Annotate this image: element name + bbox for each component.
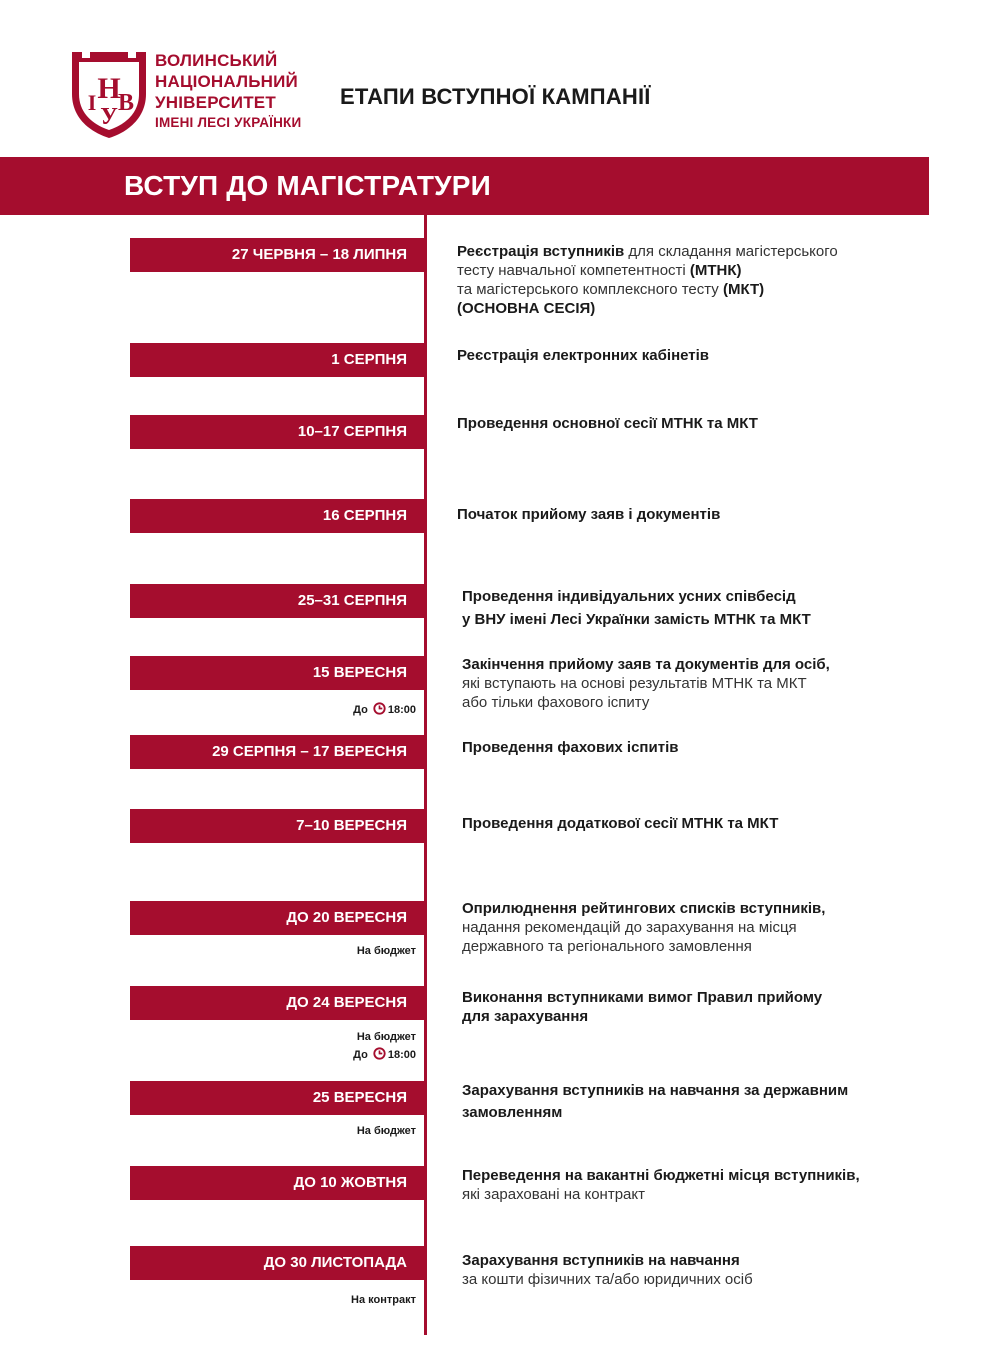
description-bold: Виконання вступниками вимог Правил прийому [462, 989, 823, 1006]
timeline-date-bar [130, 735, 424, 769]
description-text: надання рекомендацій до зарахування на місця [462, 919, 797, 936]
svg-text:І: І [87, 90, 97, 115]
deadline-time-note [353, 701, 416, 719]
description-line [462, 608, 811, 631]
description-bold: Проведення фахових іспитів [462, 739, 679, 756]
description-line [462, 899, 825, 918]
university-name-line: ВОЛИНСЬКИЙ [155, 51, 278, 70]
clock-icon [373, 702, 386, 715]
description-bold: для зарахування [462, 1008, 589, 1025]
timeline-description [462, 738, 678, 757]
description-text: державного та регіонального замовлення [462, 938, 752, 955]
university-name-line: УНІВЕРСИТЕТ [155, 93, 276, 112]
description-line [462, 1166, 860, 1185]
description-bold: Закінчення прийому заяв та документів для осіб, [462, 656, 830, 673]
timeline-description [462, 814, 778, 833]
timeline-date: ДО 20 ВЕРЕСНЯ [286, 909, 407, 926]
timeline-date: 16 СЕРПНЯ [322, 507, 407, 524]
description-text: за кошти фізичних та/або юридичних осіб [462, 1271, 753, 1288]
timeline-description [462, 1080, 848, 1124]
timeline-date-bar [130, 1166, 424, 1200]
description-text: для складання магістерського [624, 243, 838, 260]
timeline-date: 1 СЕРПНЯ [331, 351, 407, 368]
university-name [155, 50, 301, 133]
description-line [462, 1270, 753, 1289]
description-bold: у ВНУ імені Лесі Українки замість МТНК та МКТ [462, 611, 811, 628]
description-line [462, 1251, 753, 1270]
clock-icon [373, 1047, 386, 1060]
description-line [462, 918, 825, 937]
description-line [462, 1007, 822, 1026]
description-text: та магістерського комплексного тесту [457, 281, 723, 298]
description-line [457, 280, 838, 299]
timeline-description [462, 1251, 753, 1289]
timeline-date-bar [130, 656, 424, 690]
university-name-line: НАЦІОНАЛЬНИЙ [155, 72, 298, 91]
timeline-description [462, 655, 830, 712]
description-line [462, 988, 822, 1007]
description-line [457, 242, 838, 261]
timeline-date-bar [130, 343, 424, 377]
funding-note: На бюджет [356, 945, 416, 957]
description-bold: Зарахування вступників на навчання [462, 1252, 740, 1269]
description-text: або тільки фахового іспиту [462, 694, 650, 711]
description-text: які вступають на основі результатів МТНК та МКТ [462, 675, 807, 692]
university-name-line: ІМЕНІ ЛЕСІ УКРАЇНКИ [155, 115, 302, 130]
timeline-date: ДО 24 ВЕРЕСНЯ [286, 994, 407, 1011]
description-line [457, 414, 758, 433]
description-bold: Проведення індивідуальних усних співбесід [462, 588, 796, 605]
description-line [462, 674, 830, 693]
funding-note: На контракт [351, 1294, 416, 1306]
timeline-description [462, 585, 811, 631]
description-bold: Проведення основної сесії МТНК та МКТ [457, 415, 758, 432]
timeline-date-bar [130, 584, 424, 618]
timeline-date-bar [130, 809, 424, 843]
description-bold: Зарахування вступників на навчання за державним [462, 1082, 849, 1099]
timeline-date: 10–17 СЕРПНЯ [297, 423, 407, 440]
section-banner [0, 157, 929, 215]
timeline-description [462, 1166, 860, 1204]
timeline-description [457, 505, 720, 524]
timeline-date-bar [130, 986, 424, 1020]
description-bold: (ОСНОВНА СЕСІЯ) [457, 300, 596, 317]
timeline-date-bar [130, 1246, 424, 1280]
timeline-description [462, 988, 822, 1026]
svg-text:У: У [100, 104, 118, 130]
description-line [462, 814, 778, 833]
description-line [462, 585, 811, 608]
page-title: ЕТАПИ ВСТУПНОЇ КАМПАНІЇ [340, 84, 651, 109]
description-line [462, 1102, 848, 1124]
description-bold: замовленням [462, 1104, 563, 1121]
funding-note: На бюджет [356, 1125, 416, 1137]
timeline-date: 25–31 СЕРПНЯ [297, 592, 407, 609]
timeline-date-bar [130, 238, 424, 272]
description-line [457, 346, 709, 365]
description-line [462, 1185, 860, 1204]
description-line [462, 1080, 848, 1102]
timeline-date-bar [130, 499, 424, 533]
timeline-date: ДО 10 ЖОВТНЯ [293, 1174, 407, 1191]
description-bold: Реєстрація електронних кабінетів [457, 347, 710, 364]
deadline-time-note [353, 1046, 416, 1064]
deadline-prefix: До [353, 704, 368, 716]
section-title: ВСТУП ДО МАГІСТРАТУРИ [124, 170, 491, 201]
deadline-prefix: До [353, 1049, 368, 1061]
description-line [462, 655, 830, 674]
description-text: тесту навчальної компетентності [457, 262, 690, 279]
timeline-date-bar [130, 1081, 424, 1115]
timeline-date: 15 ВЕРЕСНЯ [312, 664, 407, 681]
timeline-date: ДО 30 ЛИСТОПАДА [263, 1254, 407, 1271]
svg-text:В: В [117, 90, 135, 116]
deadline-time: 18:00 [387, 1049, 416, 1061]
description-line [462, 738, 678, 757]
timeline-date-bar [130, 415, 424, 449]
timeline-description [457, 242, 838, 318]
description-bold: Оприлюднення рейтингових списків вступників, [462, 900, 826, 917]
timeline-description [457, 346, 709, 365]
description-line [457, 261, 838, 280]
description-bold: Початок прийому заяв і документів [457, 506, 721, 523]
deadline-time: 18:00 [387, 704, 416, 716]
timeline-description [457, 414, 758, 433]
description-line [457, 299, 838, 318]
timeline-date: 25 ВЕРЕСНЯ [312, 1089, 407, 1106]
funding-note: На бюджет [356, 1031, 416, 1043]
timeline-date-bar [130, 901, 424, 935]
description-bold: (МКТ) [722, 281, 765, 298]
description-bold: (МТНК) [689, 262, 742, 279]
svg-text:Н: Н [97, 72, 121, 105]
timeline-description [462, 899, 825, 956]
description-bold: Переведення на вакантні бюджетні місця вступників, [462, 1167, 860, 1184]
timeline-date: 7–10 ВЕРЕСНЯ [296, 817, 407, 834]
university-crest-icon [68, 48, 150, 140]
description-bold: Реєстрація вступників [457, 243, 625, 260]
description-line [457, 505, 720, 524]
timeline-date: 29 СЕРПНЯ – 17 ВЕРЕСНЯ [212, 743, 407, 760]
description-line [462, 693, 830, 712]
timeline-axis [424, 215, 427, 1335]
description-line [462, 937, 825, 956]
timeline-date: 27 ЧЕРВНЯ – 18 ЛИПНЯ [231, 246, 407, 263]
description-bold: Проведення додаткової сесії МТНК та МКТ [462, 815, 779, 832]
description-text: які зараховані на контракт [462, 1186, 645, 1203]
